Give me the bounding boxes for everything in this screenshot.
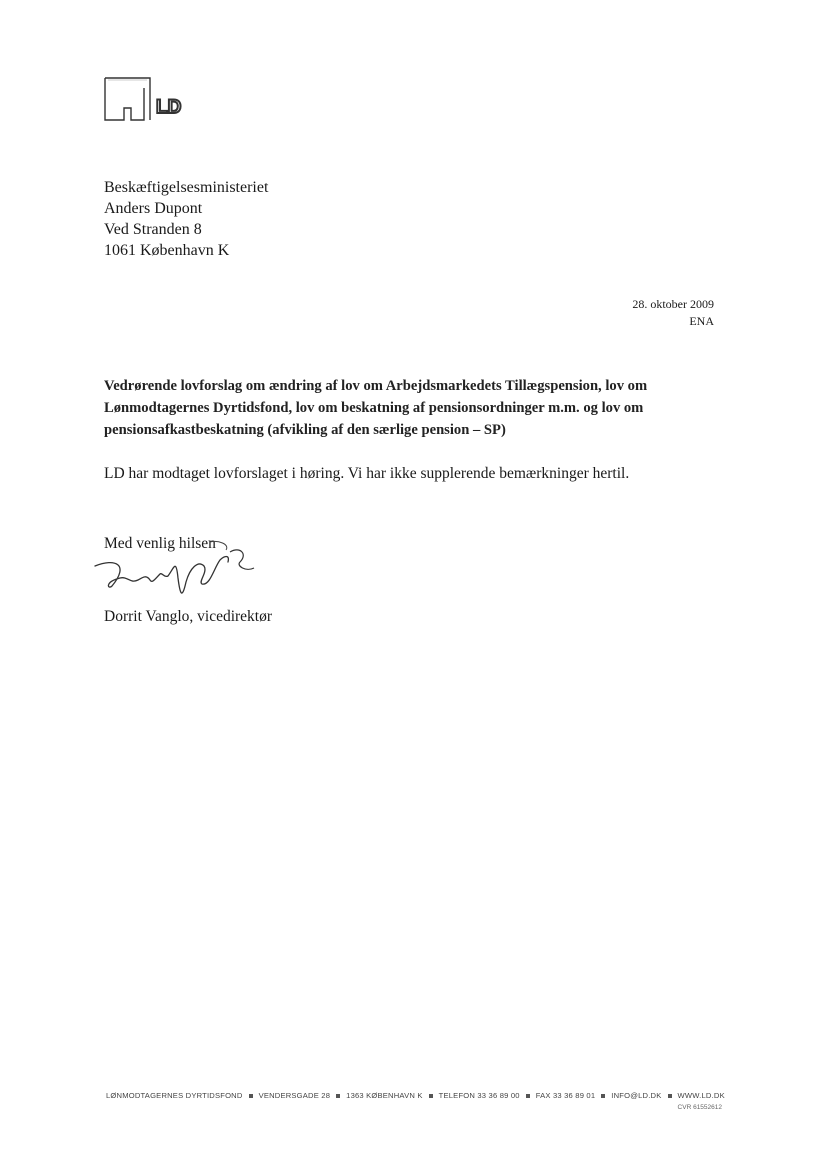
ld-logo <box>104 76 214 122</box>
date-block <box>632 296 714 330</box>
separator-square-icon <box>429 1094 433 1098</box>
separator-square-icon <box>668 1094 672 1098</box>
footer-org: LØNMODTAGERNES DYRTIDSFOND <box>106 1091 243 1100</box>
reference-initials: ENA <box>689 314 714 328</box>
letterhead-footer <box>106 1091 726 1100</box>
recipient-name: Anders Dupont <box>104 200 203 217</box>
recipient-org: Beskæftigelsesministeriet <box>104 179 269 196</box>
footer-phone: TELEFON 33 36 89 00 <box>438 1091 520 1100</box>
signer-name: Dorrit Vanglo, vicedirektør <box>104 608 273 625</box>
separator-square-icon <box>601 1094 605 1098</box>
footer-email: INFO@LD.DK <box>611 1091 662 1100</box>
logo-text: LD <box>156 97 182 118</box>
footer-website: WWW.LD.DK <box>677 1091 725 1100</box>
handwritten-signature <box>90 538 270 608</box>
separator-square-icon <box>249 1094 253 1098</box>
recipient-street: Ved Stranden 8 <box>104 221 202 238</box>
separator-square-icon <box>336 1094 340 1098</box>
recipient-city: 1061 København K <box>104 242 230 259</box>
letter-date: 28. oktober 2009 <box>632 297 714 311</box>
footer-cvr: CVR 61552612 <box>677 1104 722 1111</box>
recipient-address <box>104 177 268 261</box>
footer-city: 1363 KØBENHAVN K <box>346 1091 423 1100</box>
subject-heading: Vedrørende lovforslag om ændring af lov om Arbejdsmarkedets Tillægspension, lov om Lønmodtagernes Dyrtidsfond, lov om beskatning af pensionsordninger m.m. og lov om pensionsafkastbeskatning (afvikling af den særlige pension – SP) <box>104 378 648 438</box>
body-paragraph: LD har modtaget lovforslaget i høring. Vi har ikke supplerende bemærkninger hertil. <box>104 465 630 482</box>
footer-street: VENDERSGADE 28 <box>258 1091 331 1100</box>
closing-greeting: Med venlig hilsen <box>104 535 216 552</box>
separator-square-icon <box>526 1094 530 1098</box>
footer-fax: FAX 33 36 89 01 <box>535 1091 596 1100</box>
logo-mark-icon <box>104 76 156 122</box>
